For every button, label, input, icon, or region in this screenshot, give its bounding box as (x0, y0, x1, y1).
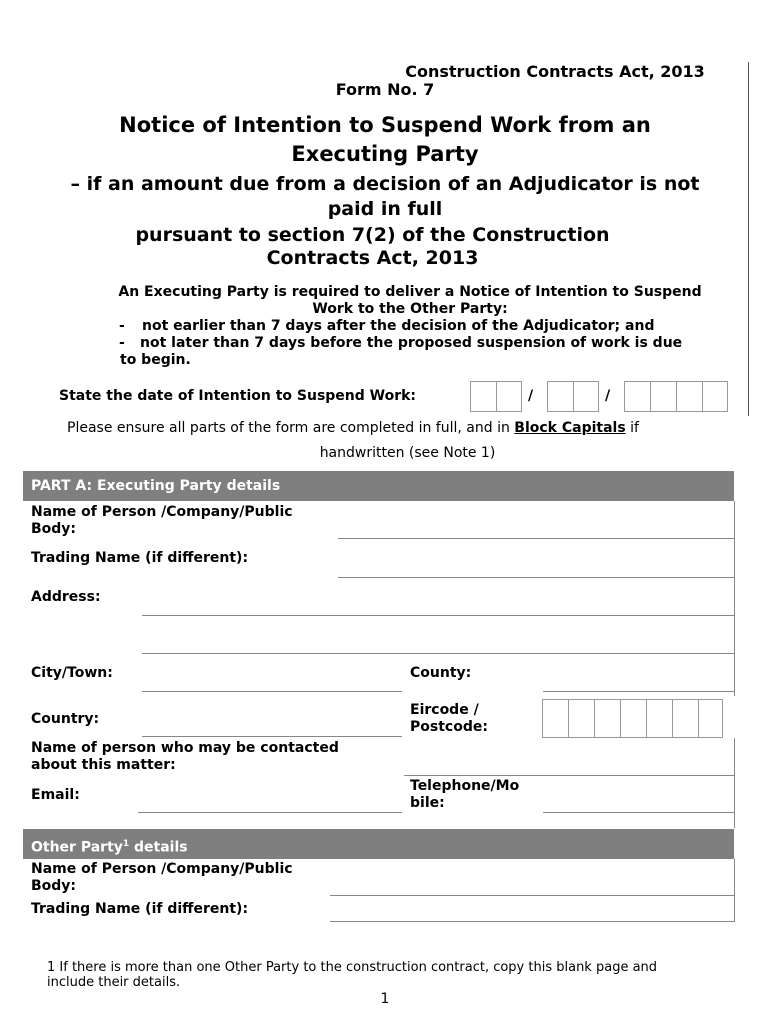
form-title-line1: Notice of Intention to Suspend Work from an (119, 113, 651, 137)
form-title-line2: Executing Party (291, 142, 479, 166)
part-a-heading: PART A: Executing Party details (23, 471, 734, 501)
intro-bullet2-cont: to begin. (120, 352, 191, 368)
part-a-country-label: Country: (31, 711, 100, 727)
intro-bullet1: not earlier than 7 days after the decision of the Adjudicator; and (142, 318, 655, 334)
part-a-phone-field[interactable] (543, 812, 735, 813)
part-a-phone-label-2: bile: (410, 795, 445, 811)
block-capitals-emphasis: Block Capitals (514, 420, 626, 436)
date-label: State the date of Intention to Suspend Work: (59, 388, 417, 404)
date-month-box[interactable] (547, 381, 599, 412)
footnote-line2: include their details. (47, 975, 181, 990)
other-party-trading-field[interactable] (330, 921, 735, 922)
part-a-eircode-boxes[interactable] (542, 699, 723, 738)
other-party-name-label-1: Name of Person /Company/Public (31, 861, 293, 877)
form-subtitle-line3: pursuant to section 7(2) of the Construction (135, 224, 610, 246)
intro-bullet1-dash: - (119, 318, 125, 334)
part-a-address-field-2[interactable] (142, 653, 735, 654)
part-a-name-label-2: Body: (31, 521, 77, 537)
part-a-contact-label-1: Name of person who may be contacted (31, 740, 339, 756)
intro-line2: Work to the Other Party: (312, 301, 508, 317)
act-title: Construction Contracts Act, 2013 (405, 62, 705, 81)
form-subtitle-line4: Contracts Act, 2013 (266, 247, 479, 269)
other-party-trading-label: Trading Name (if different): (31, 901, 249, 917)
part-a-phone-label-1: Telephone/Mo (410, 778, 520, 794)
form-subtitle-line1: – if an amount due from a decision of an Adjudicator is not (70, 173, 700, 195)
page-number: 1 (380, 991, 390, 1007)
part-a-city-label: City/Town: (31, 665, 113, 681)
other-party-name-field[interactable] (330, 895, 735, 896)
part-a-address-field-1[interactable] (142, 615, 735, 616)
intro-bullet2-dash: - (119, 335, 125, 351)
part-a-country-field[interactable] (142, 736, 402, 737)
other-party-name-label-2: Body: (31, 878, 77, 894)
instructions-line1: Please ensure all parts of the form are completed in full, and in Block Capitals if (67, 420, 639, 436)
part-a-county-field[interactable] (543, 691, 735, 692)
part-a-trading-field[interactable] (338, 577, 735, 578)
form-number: Form No. 7 (335, 80, 435, 99)
date-separator-1: / (528, 388, 534, 404)
part-a-address-label: Address: (31, 589, 101, 605)
part-a-contact-field[interactable] (404, 775, 735, 776)
part-a-contact-label-2: about this matter: (31, 757, 176, 773)
part-a-email-label: Email: (31, 787, 80, 803)
part-a-county-label: County: (410, 665, 472, 681)
footnote-line1: 1 If there is more than one Other Party to the construction contract, copy this blank page and (47, 960, 658, 975)
other-party-heading: Other Party$^1$ details (23, 829, 734, 859)
instructions-line2: handwritten (see Note 1) (319, 445, 496, 461)
part-a-city-field[interactable] (142, 691, 402, 692)
part-a-eircode-label-2: Postcode: (410, 719, 488, 735)
form-subtitle-line2: paid in full (327, 198, 443, 220)
date-day-box[interactable] (470, 381, 522, 412)
part-a-eircode-label-1: Eircode / (410, 702, 479, 718)
date-year-box[interactable] (624, 381, 728, 412)
intro-bullet2: not later than 7 days before the proposed suspension of work is due (140, 335, 683, 351)
date-separator-2: / (605, 388, 611, 404)
part-a-trading-label: Trading Name (if different): (31, 550, 249, 566)
part-a-name-field[interactable] (338, 538, 735, 539)
intro-line1: An Executing Party is required to deliver a Notice of Intention to Suspend (118, 284, 702, 300)
part-a-name-label-1: Name of Person /Company/Public (31, 504, 293, 520)
part-a-email-field[interactable] (138, 812, 402, 813)
